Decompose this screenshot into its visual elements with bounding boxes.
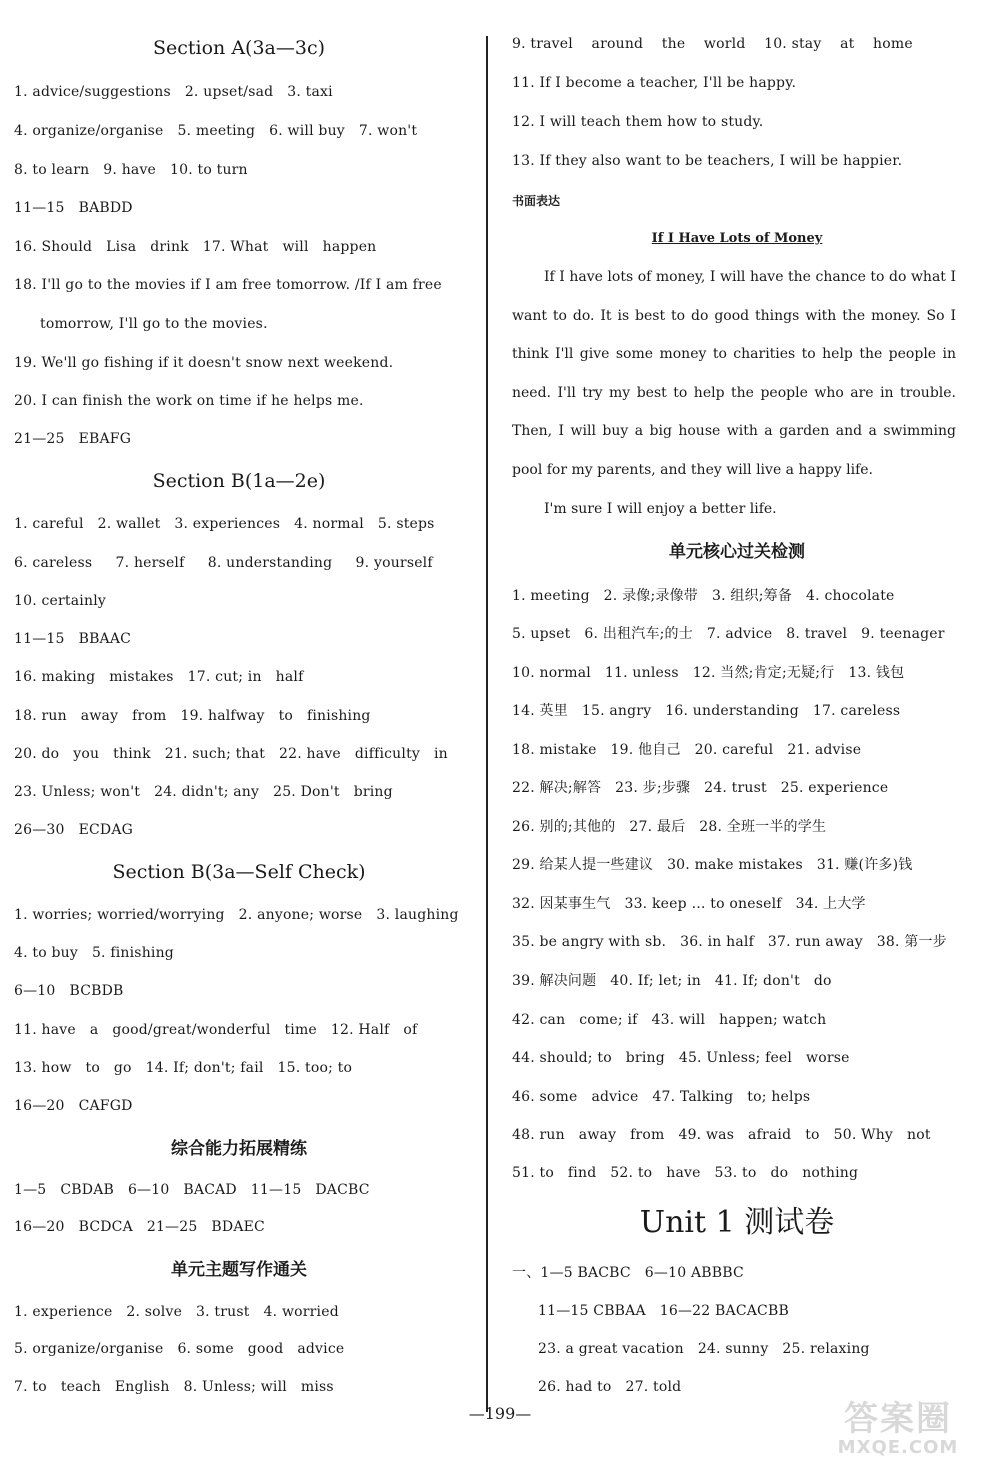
- answer-line: 23. Unless; won't 24. didn't; any 25. Don't bring: [14, 784, 393, 800]
- answer-line: 22. 解决;解答 23. 步;步骤 24. trust 25. experience: [512, 780, 889, 796]
- answer-line: 1. advice/suggestions 2. upset/sad 3. taxi: [14, 84, 333, 100]
- answer-line: 6—10 BCBDB: [14, 983, 124, 999]
- answer-line: 16—20 BCDCA 21—25 BDAEC: [14, 1219, 265, 1235]
- answer-line: 42. can come; if 43. will happen; watch: [512, 1012, 827, 1028]
- answer-line: 48. run away from 49. was afraid to 50. Why not: [512, 1127, 931, 1143]
- answer-line: 1. experience 2. solve 3. trust 4. worried: [14, 1304, 339, 1320]
- answer-line: 26. 别的;其他的 27. 最后 28. 全班一半的学生: [512, 819, 827, 835]
- answer-line: 23. a great vacation 24. sunny 25. relaxing: [538, 1341, 870, 1357]
- essay-title: If I Have Lots of Money: [651, 231, 823, 246]
- answer-line: 29. 给某人提一些建议 30. make mistakes 31. 赚(许多)钱: [512, 857, 913, 873]
- answer-line: 26. had to 27. told: [538, 1379, 682, 1395]
- answer-line: 5. upset 6. 出租汽车;的士 7. advice 8. travel 9. teenager: [512, 626, 945, 642]
- section-b1-heading: Section B(1a—2e): [152, 470, 326, 492]
- answer-line: 6. careless 7. herself 8. understanding 9. yourself: [14, 555, 433, 571]
- answer-line: 7. to teach English 8. Unless; will miss: [14, 1379, 334, 1395]
- answer-line: 8. to learn 9. have 10. to turn: [14, 162, 248, 178]
- answer-line: 16. making mistakes 17. cut; in half: [14, 669, 304, 685]
- answer-line: 4. to buy 5. finishing: [14, 945, 174, 961]
- answer-line: 19. We'll go fishing if it doesn't snow next weekend.: [14, 355, 394, 371]
- zonghe-heading: 综合能力拓展精练: [171, 1139, 307, 1159]
- column-divider: [486, 36, 488, 1412]
- answer-line: 14. 英里 15. angry 16. understanding 17. careless: [512, 703, 901, 719]
- answer-line: 51. to find 52. to have 53. to do nothing: [512, 1165, 859, 1181]
- answer-line: tomorrow, I'll go to the movies.: [40, 316, 268, 332]
- answer-line: 16. Should Lisa drink 17. What will happen: [14, 239, 377, 255]
- watermark-url: MXQE.COM: [837, 1437, 959, 1458]
- answer-line: 39. 解决问题 40. If; let; in 41. If; don't do: [512, 973, 832, 989]
- answer-line: 16—20 CAFGD: [14, 1098, 133, 1114]
- answer-line: 20. I can finish the work on time if he helps me.: [14, 393, 364, 409]
- answer-line: 21—25 EBAFG: [14, 431, 132, 447]
- answer-line: 11—15 BBAAC: [14, 631, 132, 647]
- answer-line: 46. some advice 47. Talking to; helps: [512, 1089, 811, 1105]
- xiezuo-heading: 单元主题写作通关: [171, 1260, 307, 1280]
- answer-line: 1. careful 2. wallet 3. experiences 4. normal 5. steps: [14, 516, 435, 532]
- answer-line: 26—30 ECDAG: [14, 822, 134, 838]
- answer-line: 32. 因某事生气 33. keep … to oneself 34. 上大学: [512, 896, 866, 912]
- answer-line: 20. do you think 21. such; that 22. have difficulty in: [14, 746, 448, 762]
- answer-line: 1. worries; worried/worrying 2. anyone; worse 3. laughing: [14, 907, 459, 923]
- answer-line: 10. normal 11. unless 12. 当然;肯定;无疑;行 13. 钱包: [512, 665, 905, 681]
- page-number: —199—: [468, 1404, 532, 1423]
- answer-line: 18. run away from 19. halfway to finishing: [14, 708, 371, 724]
- answer-line: 13. If they also want to be teachers, I will be happier.: [512, 153, 903, 169]
- answer-line: 4. organize/organise 5. meeting 6. will buy 7. won't: [14, 123, 418, 139]
- watermark-text: 答案圈: [844, 1399, 952, 1439]
- section-a-heading: Section A(3a—3c): [152, 37, 326, 59]
- section-b2-heading: Section B(3a—Self Check): [112, 861, 366, 883]
- unit-test-title: Unit 1 测试卷: [639, 1205, 835, 1240]
- answer-line: 10. certainly: [14, 593, 106, 609]
- answer-line: 1—5 CBDAB 6—10 BACAD 11—15 DACBC: [14, 1182, 370, 1198]
- answer-line: 9. travel around the world 10. stay at home: [512, 36, 913, 52]
- essay-paragraph: If I have lots of money, I will have the chance to do what I want to do. It is best to do good things with the money. So I think I'll give some money to charities to help the people in need. I'll try my best to help the people who are in trouble. Then, I will buy a big house with a garden and a swimming pool for my parents, and they will live a happy life.: [512, 269, 956, 478]
- answer-line: 18. mistake 19. 他自己 20. careful 21. advise: [512, 742, 862, 758]
- answer-line: 11. have a good/great/wonderful time 12. Half of: [14, 1022, 418, 1038]
- watermark-logo: [818, 1400, 978, 1458]
- answer-line: 5. organize/organise 6. some good advice: [14, 1341, 345, 1357]
- answer-line: 一、1—5 BACBC 6—10 ABBBC: [512, 1265, 744, 1281]
- answer-line: 44. should; to bring 45. Unless; feel worse: [512, 1050, 850, 1066]
- answer-line: 11—15 CBBAA 16—22 BACACBB: [538, 1303, 789, 1319]
- answer-line: 1. meeting 2. 录像;录像带 3. 组织;筹备 4. chocolate: [512, 588, 895, 604]
- answer-line: 35. be angry with sb. 36. in half 37. run away 38. 第一步: [512, 934, 947, 950]
- answer-line: 11. If I become a teacher, I'll be happy.: [512, 75, 797, 91]
- answer-line: 13. how to go 14. If; don't; fail 15. too; to: [14, 1060, 353, 1076]
- answer-line: 12. I will teach them how to study.: [512, 114, 764, 130]
- writing-label: 书面表达: [512, 194, 561, 208]
- hexin-heading: 单元核心过关检测: [669, 542, 805, 562]
- answer-line: 11—15 BABDD: [14, 200, 133, 216]
- essay-paragraph: I'm sure I will enjoy a better life.: [544, 501, 777, 517]
- answer-line: 18. I'll go to the movies if I am free tomorrow. /If I am free: [14, 277, 442, 293]
